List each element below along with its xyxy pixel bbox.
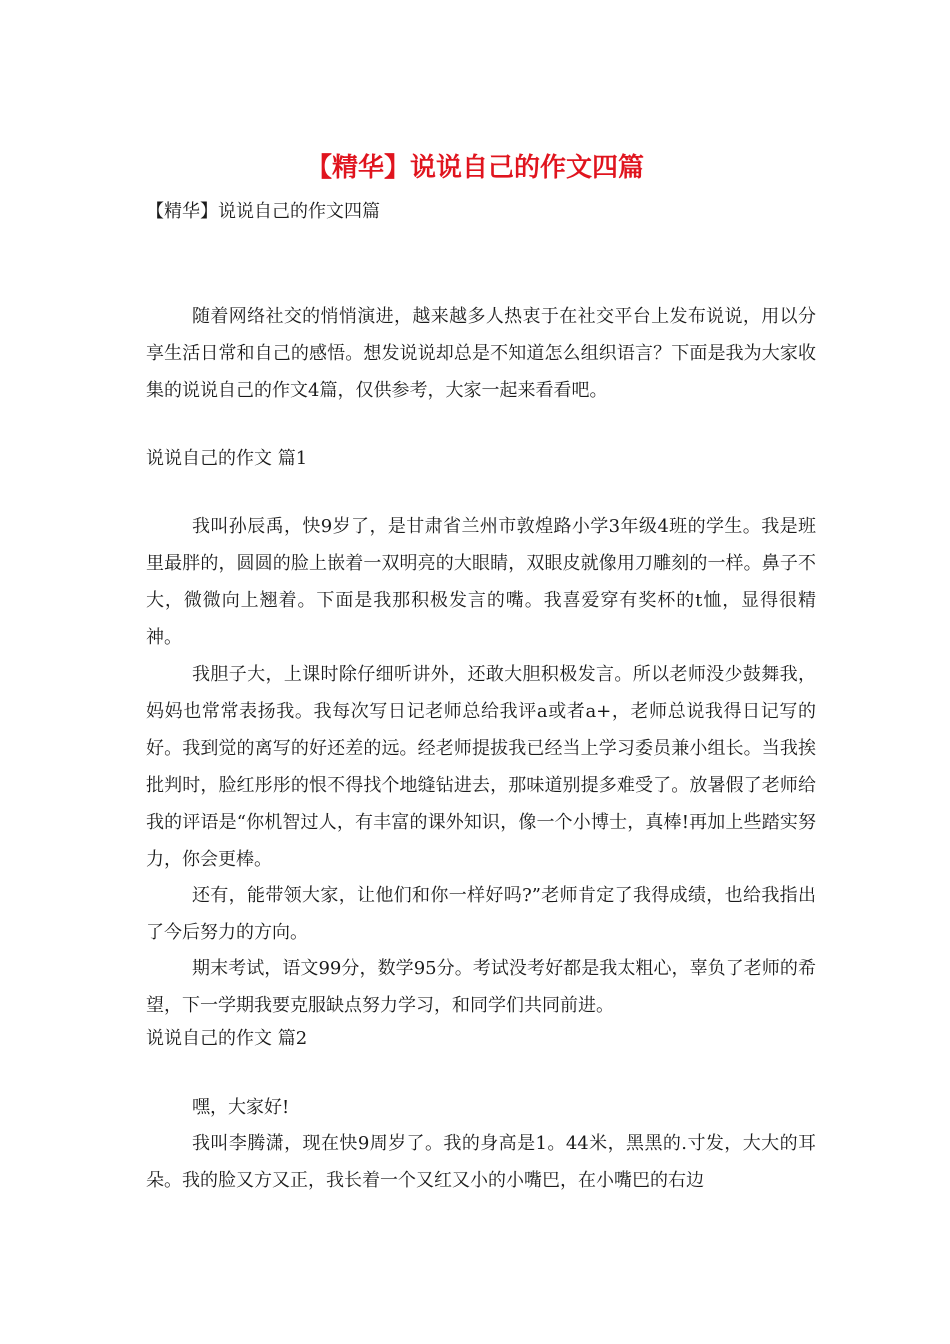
document-title: 【精华】说说自己的作文四篇 — [305, 153, 644, 183]
essay2-heading: 说说自己的作文 篇2 — [146, 1028, 308, 1049]
essay2-paragraph-2: 我叫李腾潇，现在快9周岁了。我的身高是1。44米，黑黑的.寸发，大大的耳朵。我的脸又方又正，我长着一个又红又小的小嘴巴，在小嘴巴的右边 — [146, 1133, 816, 1191]
intro-paragraph: 随着网络社交的悄悄演进，越来越多人热衷于在社交平台上发布说说，用以分享生活日常和自己的感悟。想发说说却总是不知道怎么组织语言？下面是我为大家收集的说说自己的作文4篇，仅供参考，大家一起来看看吧。 — [146, 306, 816, 401]
essay2-paragraph-1: 嘿，大家好! — [192, 1097, 290, 1118]
essay1-paragraph-4: 期末考试，语文99分，数学95分。考试没考好都是我太粗心，辜负了老师的希望，下一学期我要克服缺点努力学习，和同学们共同前进。 — [146, 958, 816, 1016]
essay1-heading: 说说自己的作文 篇1 — [146, 448, 308, 469]
essay1-paragraph-1: 我叫孙辰禹，快9岁了，是甘肃省兰州市敦煌路小学3年级4班的学生。我是班里最胖的，圆圆的脸上嵌着一双明亮的大眼睛，双眼皮就像用刀雕刻的一样。鼻子不大，微微向上翘着。下面是我那积极发言的嘴。我喜爱穿有奖杯的t恤，显得很精神。 — [146, 516, 816, 648]
essay1-paragraph-2: 我胆子大，上课时除仔细听讲外，还敢大胆积极发言。所以老师没少鼓舞我，妈妈也常常表扬我。我每次写日记老师总给我评a或者a+，老师总说我得日记写的好。我到觉的离写的好还差的远。经老师提拔我已经当上学习委员兼小组长。当我挨批判时，脸红彤彤的恨不得找个地缝钻进去，那味道别提多难受了。放暑假了老师给我的评语是“你机智过人，有丰富的课外知识，像一个小博士，真棒!再加上些踏实努力，你会更棒。 — [146, 664, 816, 870]
essay1-paragraph-3: 还有，能带领大家，让他们和你一样好吗?”老师肯定了我得成绩，也给我指出了今后努力的方向。 — [146, 885, 816, 943]
document-subtitle: 【精华】说说自己的作文四篇 — [146, 201, 380, 222]
